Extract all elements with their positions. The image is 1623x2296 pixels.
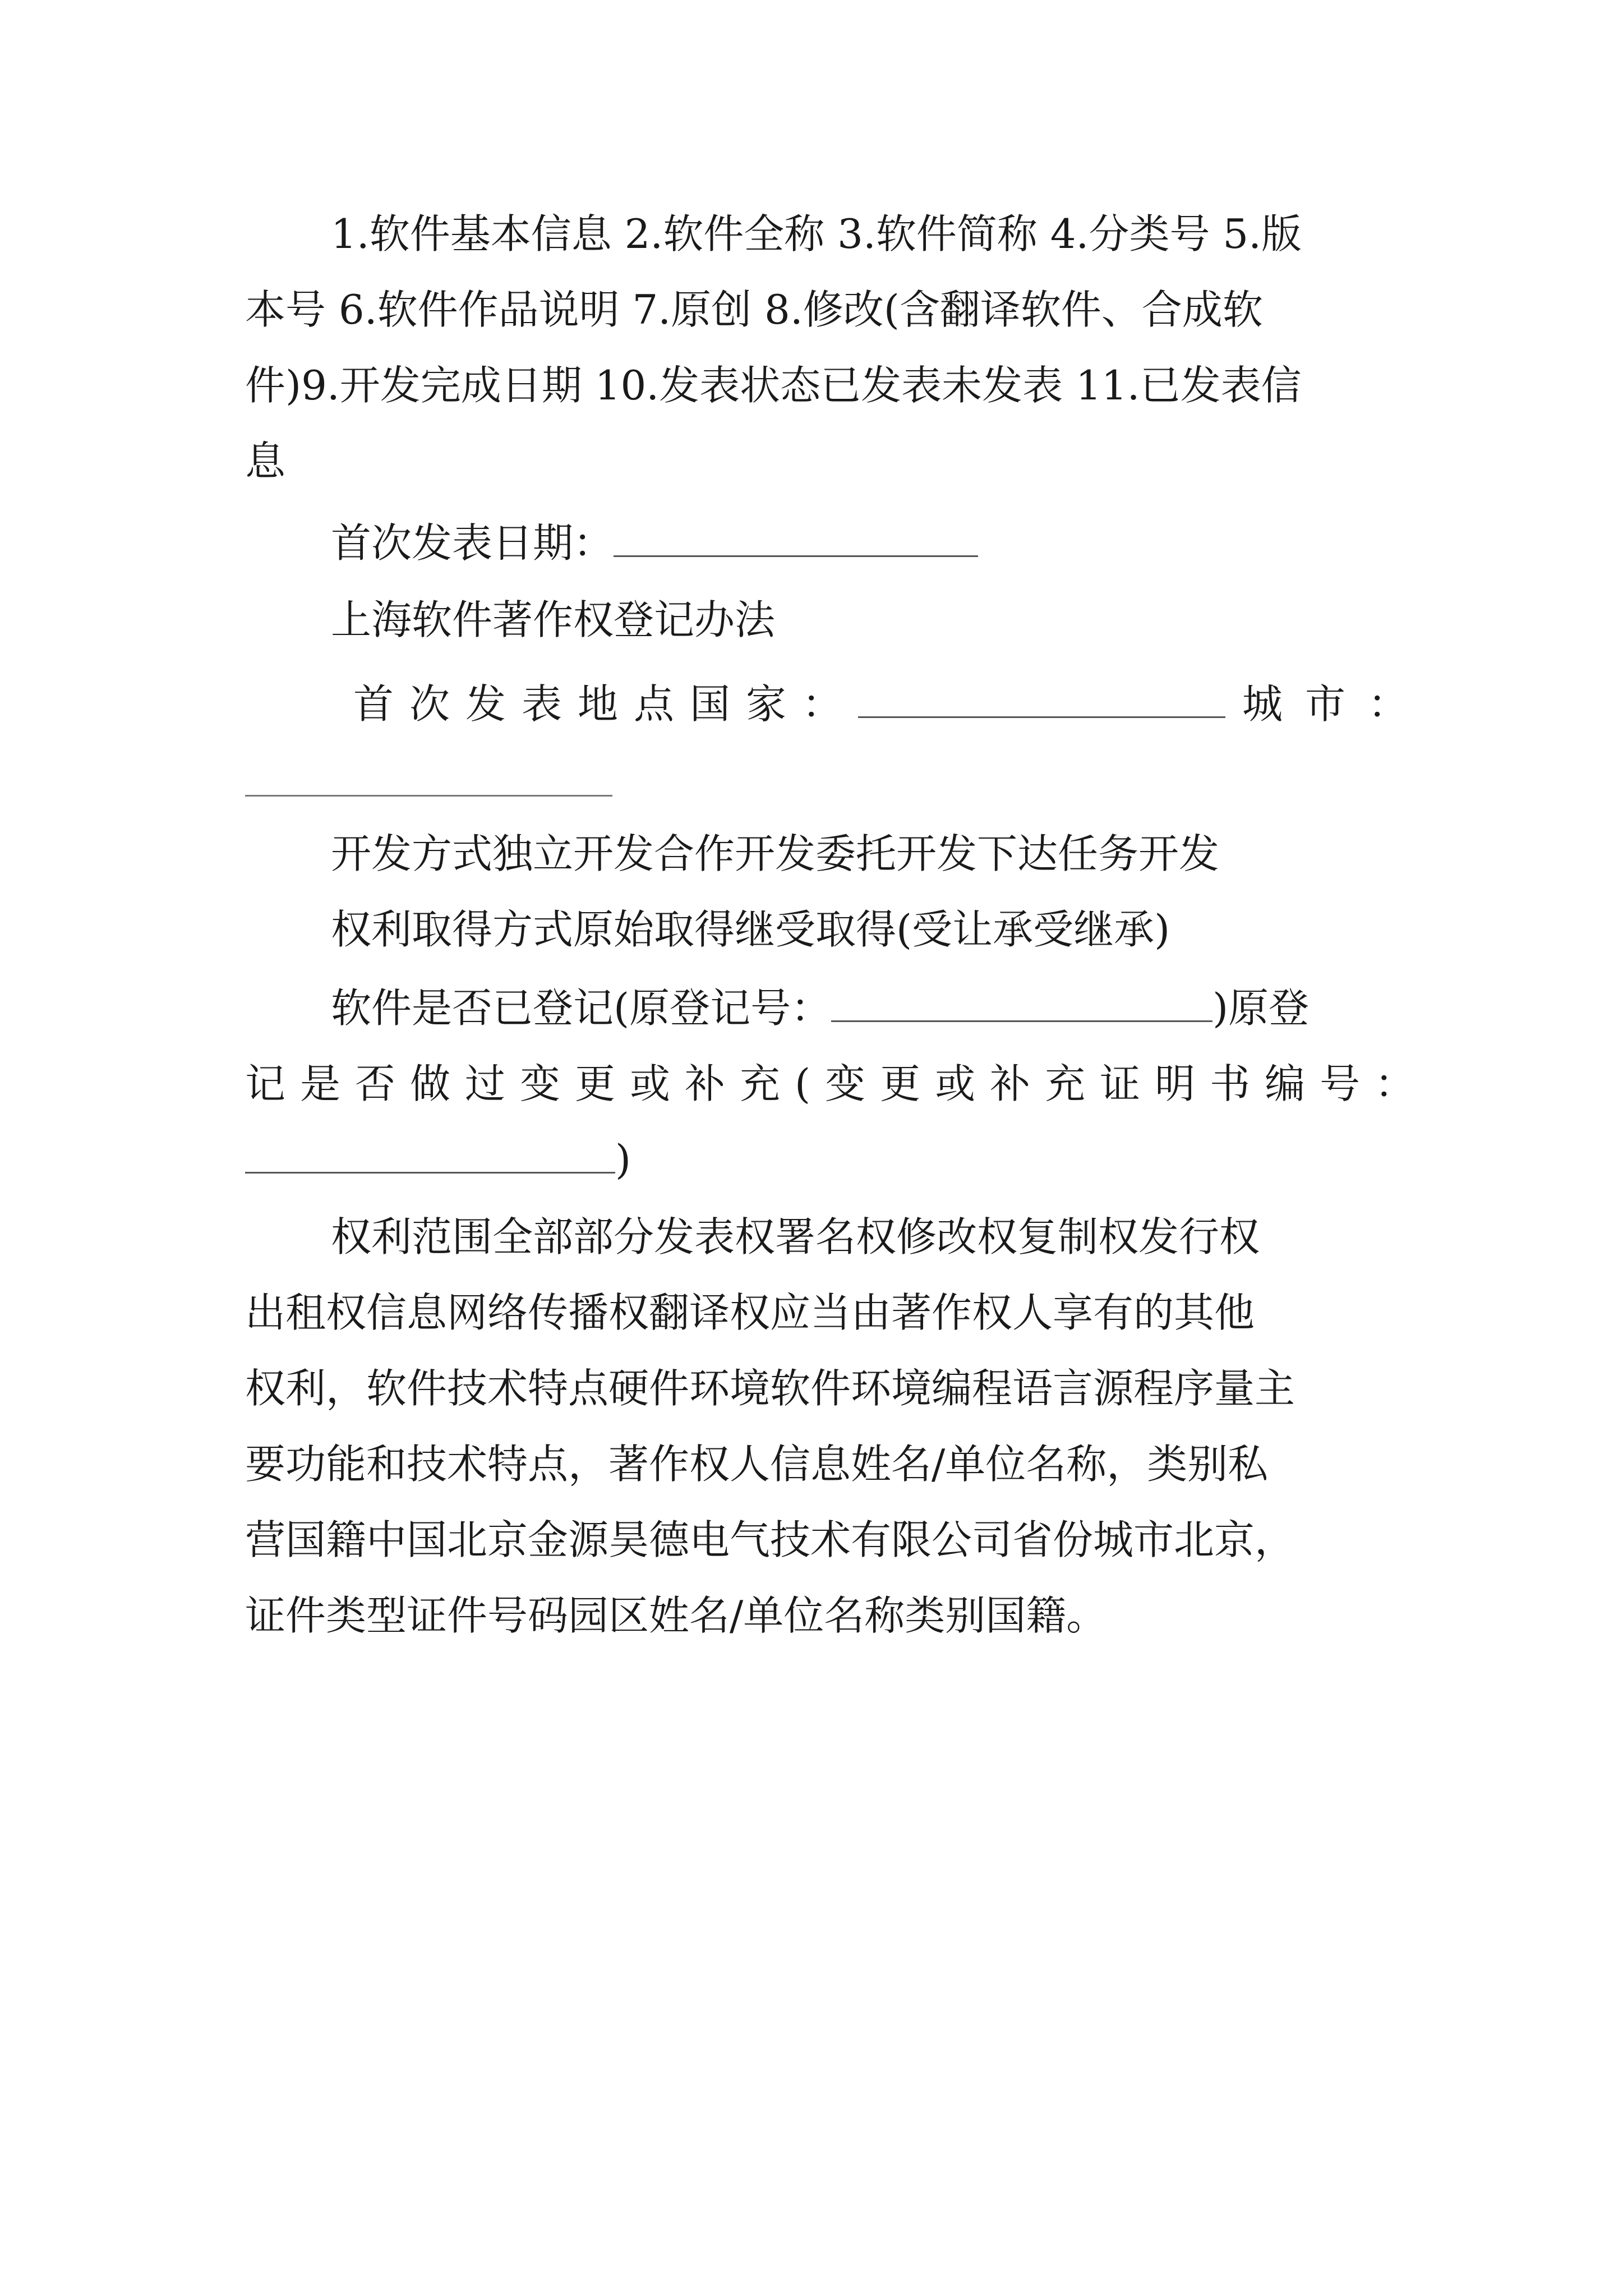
first-pub-date-blank: [614, 522, 978, 557]
rights-acquire-line: 权利取得方式原始取得继受取得(受让承受继承): [331, 906, 1170, 953]
city-blank: [245, 795, 612, 797]
scope-line-3: 权利，软件技术特点硬件环境软件环境编程语言源程序量主: [245, 1365, 1295, 1412]
scope-line-6: 证件类型证件号码园区姓名/单位名称类别国籍。: [245, 1592, 1107, 1639]
scope-line-2: 出租权信息网络传播权翻译权应当由著作权人享有的其他: [245, 1289, 1255, 1336]
country-blank: [858, 683, 1225, 718]
registered-label: 软件是否已登记(原登记号：: [331, 984, 832, 1032]
scope-line-1: 权利范围全部部分发表权署名权修改权复制权发行权: [331, 1213, 1260, 1260]
first-pub-place-label: 首次发表地点国家：: [353, 680, 859, 728]
registered-suffix: )原登: [1212, 984, 1310, 1032]
dev-method-line: 开发方式独立开发合作开发委托开发下达任务开发: [331, 830, 1220, 877]
para-1-line-4: 息: [245, 438, 286, 485]
city-label: 城市：: [1242, 680, 1431, 728]
change-number-row: [245, 1134, 631, 1185]
para-1-line-1: 1.软件基本信息 2.软件全称 3.软件简称 4.分类号 5.版: [331, 210, 1302, 257]
first-pub-date-label: 首次发表日期：: [331, 519, 614, 567]
regulation-title: 上海软件著作权登记办法: [331, 596, 776, 643]
registered-row: [331, 983, 1309, 1033]
change-close: ): [615, 1136, 631, 1183]
para-1-line-2: 本号 6.软件作品说明 7.原创 8.修改(含翻译软件、合成软: [245, 286, 1263, 333]
first-pub-place-row: [353, 679, 1431, 729]
first-pub-date-row: [331, 518, 978, 568]
para-1-line-3: 件)9.开发完成日期 10.发表状态已发表未发表 11.已发表信: [245, 362, 1302, 409]
scope-line-4: 要功能和技术特点，著作权人信息姓名/单位名称，类别私: [245, 1441, 1269, 1488]
change-number-blank: [245, 1138, 615, 1174]
reg-number-blank: [831, 987, 1212, 1022]
change-line: 记是否做过变更或补充(变更或补充证明书编号：: [245, 1060, 1430, 1107]
scope-line-5: 营国籍中国北京金源昊德电气技术有限公司省份城市北京，: [245, 1516, 1295, 1563]
